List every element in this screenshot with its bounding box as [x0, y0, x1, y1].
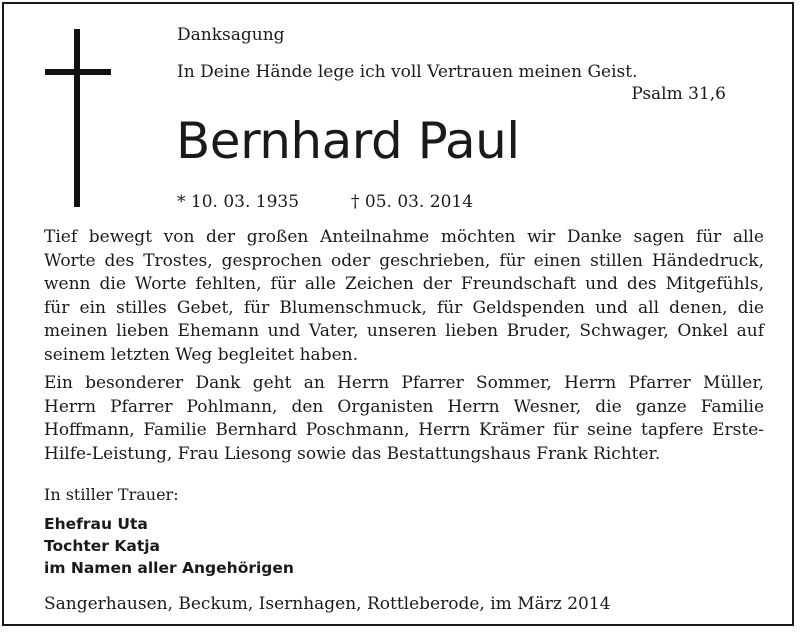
birth-date: * 10. 03. 1935 [177, 192, 300, 212]
notice-heading: Danksagung [177, 25, 285, 45]
mourner-name: im Namen aller Angehörigen [44, 559, 294, 577]
bible-verse: In Deine Hände lege ich voll Vertrauen meinen Geist. [177, 62, 638, 82]
notice-frame [2, 2, 794, 626]
verse-reference: Psalm 31,6 [631, 84, 726, 104]
paragraph-line: Tief bewegt von der großen Anteilnahme möchten wir Danke sagen für alle [44, 227, 764, 247]
mourner-name: Tochter Katja [44, 537, 161, 555]
paragraph-line: Worte des Trostes, gesprochen oder geschrieben, für einen stillen Händedruck, [44, 250, 764, 271]
paragraph-line: für ein stilles Gebet, für Blumenschmuck, für Geldspenden und all denen, die [44, 297, 764, 318]
paragraph-line: Hilfe-Leistung, Frau Liesong sowie das Bestattungshaus Frank Richter. [44, 443, 661, 464]
paragraph-line: wenn die Worte fehlten, für alle Zeichen der Freundschaft und des Mitgefühls, [44, 274, 764, 294]
death-date: † 05. 03. 2014 [351, 192, 474, 212]
places-and-date: Sangerhausen, Beckum, Isernhagen, Rottleberode, im März 2014 [44, 594, 611, 614]
paragraph-line: meinen lieben Ehemann und Vater, unseren lieben Bruder, Schwager, Onkel auf [44, 321, 764, 341]
paragraph-line: Hoffmann, Familie Bernhard Poschmann, Herrn Krämer für seine tapfere Erste- [44, 420, 764, 440]
mourner-name: Ehefrau Uta [44, 515, 148, 533]
thanks-paragraph [44, 226, 764, 367]
paragraph-line: seinem letzten Weg begleitet haben. [44, 344, 358, 365]
paragraph-line: Herrn Pfarrer Pohlmann, den Organisten Herrn Wesner, die ganze Familie [44, 396, 764, 417]
cross-icon-crossbar [45, 69, 111, 75]
paragraph-line: Ein besonderer Dank geht an Herrn Pfarrer Sommer, Herrn Pfarrer Müller, [44, 373, 764, 393]
mourning-intro: In stiller Trauer: [44, 485, 179, 504]
special-thanks-paragraph [44, 372, 764, 466]
deceased-name: Bernhard Paul [176, 112, 520, 170]
cross-icon [74, 29, 80, 207]
